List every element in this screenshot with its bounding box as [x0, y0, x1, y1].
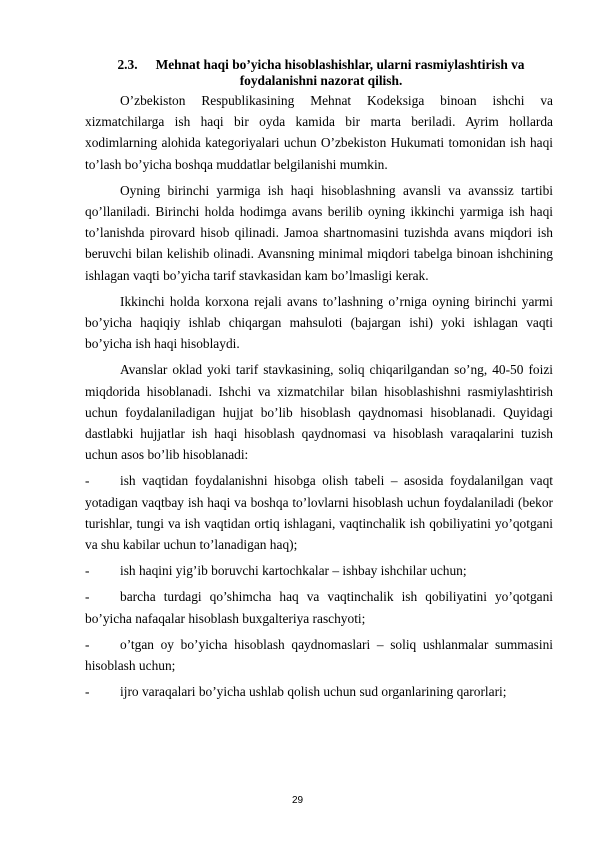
- bullet-text: o’tgan oy bo’yicha hisoblash qaydnomaslari – soliq ushlanmalar summasini hisoblash uchun;: [85, 636, 553, 674]
- bullet-marker: -: [85, 684, 90, 700]
- bullet-marker: -: [85, 589, 90, 605]
- bullet-item-2: [85, 560, 553, 581]
- bullet-marker: -: [85, 563, 90, 579]
- paragraph-1: O’zbekiston Respublikasining Mehnat Kodeksiga binoan ishchi va xizmatchilarga ish haqi bir oyda kamida bir marta beriladi. Ayrim hollarda xodimlarning alohida kategoriyalari uchun O’zbekiston Hukumati tomonidan ish haqi to’lash bo’yicha boshqa muddatlar belgilanishi mumkin.: [85, 93, 553, 172]
- bullet-text: ijro varaqalari bo’yicha ushlab qolish uchun sud organlarining qarorlari;: [120, 684, 507, 700]
- section-title: Mehnat haqi bo’yicha hisoblashishlar, ularni rasmiylashtirish va foydalanishni nazorat qilish: [155, 57, 525, 88]
- bullet-marker: -: [85, 473, 90, 489]
- bullet-text: ish vaqtidan foydalanishni hisobga olish tabeli – asosida foydalanilgan vaqt yotadigan vaqtbay ish haqi va boshqa to’lovlarni hisoblash uchun foydalaniladi (bekor turishlar, tungi va ish vaqtidan ortiq ishlagani, vaqtinchalik ish qobiliyatini yo’qotgani va shu kabilar uchun to’lanadigan haq);: [85, 473, 553, 553]
- paragraph-2: Oyning birinchi yarmiga ish haqi hisoblashning avansli va avanssiz tartibi qo’llaniladi. Birinchi holda hodimga avans berilib oyning ikkinchi yarmiga ish haqi to’lanishda pirovard hisob qilinadi. Jamoa shartnomasini tuzishda avans miqdori ish beruvchi bilan kelishib olinadi. Avansning minimal miqdori tabelga binoan ishchining ishlagan vaqti bo’yicha tarif stavkasidan kam bo’lmasligi kerak.: [85, 182, 553, 283]
- bullet-item-4: [85, 634, 553, 676]
- bullet-text: ish haqini yig’ib boruvchi kartochkalar – ishbay ishchilar uchun;: [120, 563, 467, 579]
- bullet-item-3: [85, 586, 553, 628]
- bullet-text: barcha turdagi qo’shimcha haq va vaqtinchalik ish qobiliyatini yo’qotgani bo’yicha nafaqalar hisoblash buxgalteriya raschyoti;: [85, 589, 553, 626]
- bullet-item-5: [85, 681, 553, 702]
- section-heading: [85, 57, 553, 88]
- section-number: 2.3.: [117, 57, 138, 72]
- section-title-suffix: .: [398, 72, 403, 88]
- page-number: 29: [291, 795, 304, 806]
- paragraph-4: Avanslar oklad yoki tarif stavkasining, soliq chiqarilgandan so’ng, 40-50 foizi miqdorida hisoblanadi. Ishchi va xizmatchilar bilan hisoblashishni rasmiylashtirish uchun foydalaniladigan hujjat bo’lib hisoblash qaydnomasi hisoblanadi. Quyidagi dastlabki hujjatlar ish haqi hisoblash qaydnomasi va hisoblash varaqalarini tuzish uchun asos bo’lib hisoblanadi:: [85, 362, 553, 463]
- bullet-item-1: [85, 470, 553, 555]
- document-page: [85, 57, 553, 707]
- bullet-marker: -: [85, 636, 90, 652]
- paragraph-3: Ikkinchi holda korxona rejali avans to’lashning o’rniga oyning birinchi yarmi bo’yicha haqiqiy ishlab chiqargan mahsuloti (bajargan ishi) yoki ishlagan vaqti bo’yicha ish haqi hisoblaydi.: [85, 293, 553, 352]
